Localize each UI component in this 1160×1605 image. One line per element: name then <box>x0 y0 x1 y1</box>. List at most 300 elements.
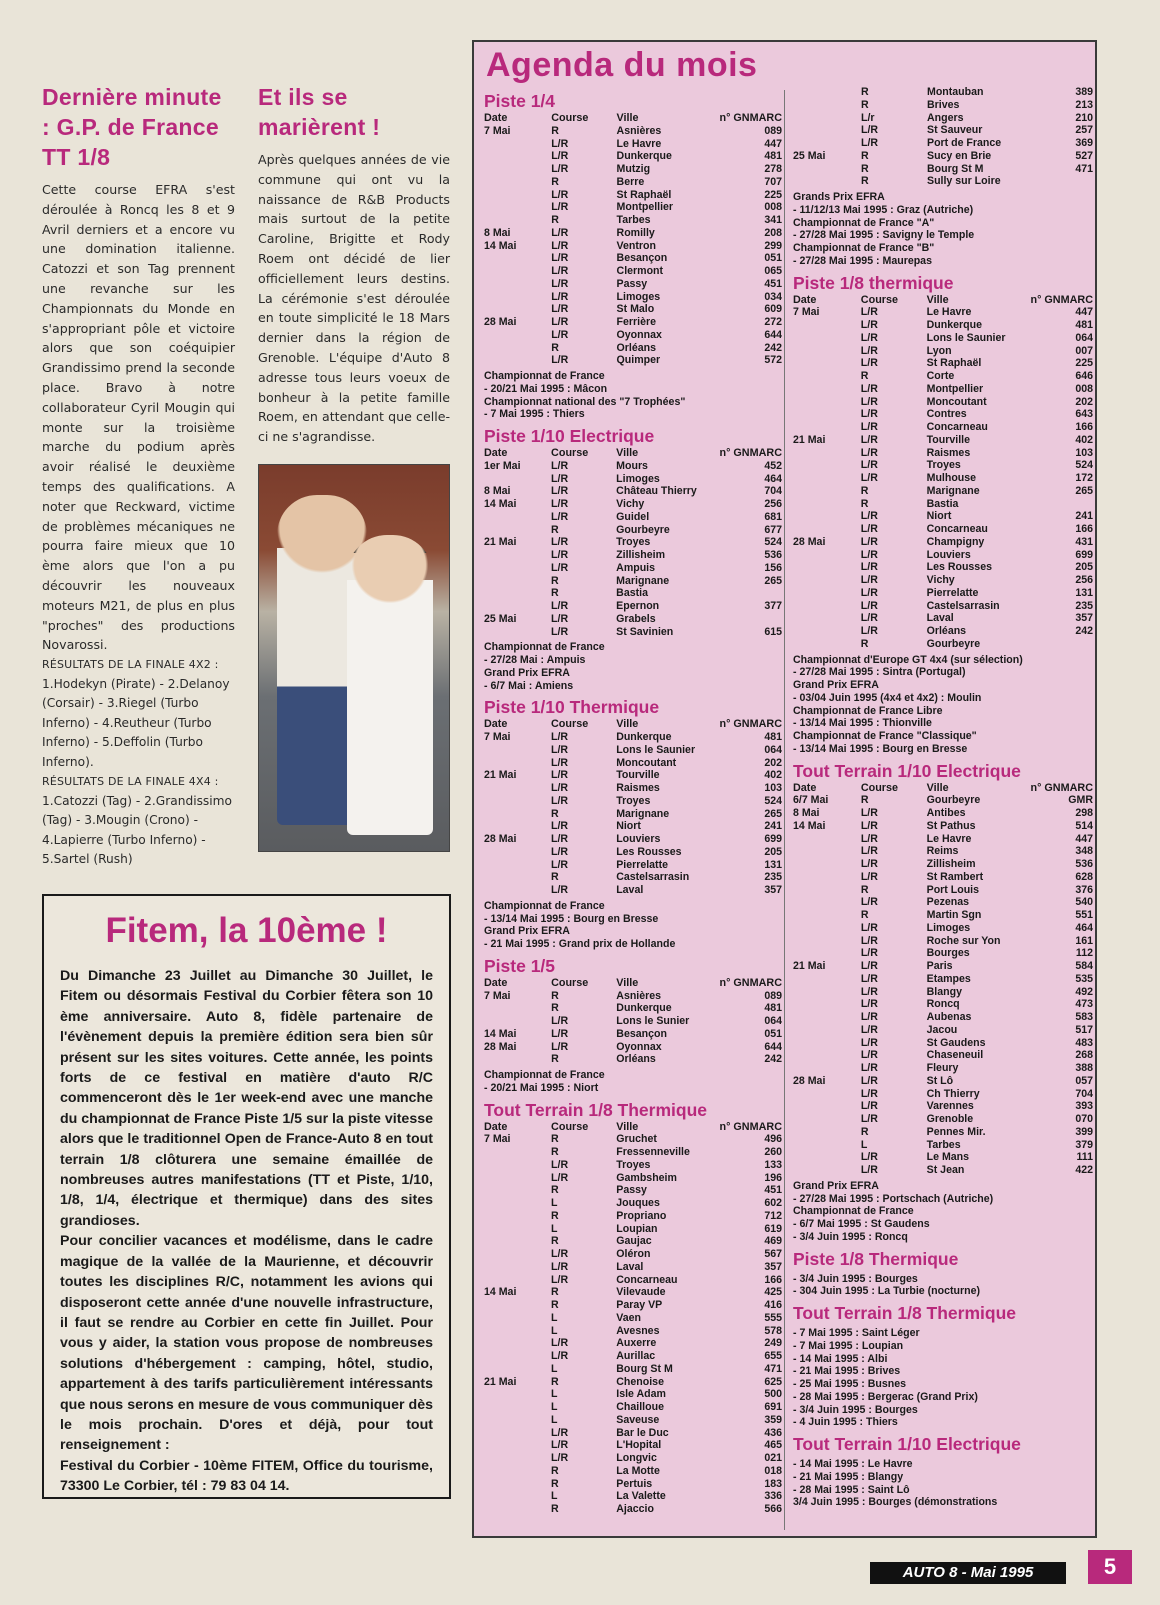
date-cell <box>793 485 861 498</box>
date-cell <box>484 201 551 214</box>
table-row <box>484 1028 782 1041</box>
note-line: Championnat de France <box>484 641 605 654</box>
course-cell: L/R <box>860 510 878 523</box>
table-row <box>793 459 1093 472</box>
gnmarc-cell: 064 <box>1075 331 1093 344</box>
agenda-header-cell: Course <box>551 718 589 731</box>
agenda-header-cell: n° GNMARC <box>719 976 782 989</box>
table-row <box>793 973 1093 986</box>
gnmarc-cell: 451 <box>764 277 782 290</box>
ville-cell: Concarneau <box>926 421 988 433</box>
gnmarc-cell: 065 <box>764 265 782 277</box>
agenda-section <box>793 272 1093 756</box>
agenda-section-title: Piste 1/10 Thermique <box>484 697 660 718</box>
table-row <box>793 1037 1093 1050</box>
ville-cell: Pennes Mir. <box>926 1125 986 1138</box>
note-line: - 28 Mai 1995 : Saint Lô <box>793 1483 910 1496</box>
gnmarc-cell: 268 <box>1075 1049 1093 1062</box>
table-row <box>793 625 1093 638</box>
page-number: 5 <box>1088 1550 1132 1584</box>
course-cell: R <box>551 214 559 226</box>
agenda-table-header <box>484 112 782 125</box>
table-row <box>484 1465 782 1478</box>
gnmarc-cell: 341 <box>764 214 782 226</box>
table-row <box>484 795 782 808</box>
course-cell: L/R <box>551 137 569 150</box>
ville-cell: Laval <box>616 884 644 896</box>
date-cell <box>484 303 551 316</box>
date-cell <box>484 782 551 795</box>
table-row <box>484 150 782 163</box>
gnmarc-cell: 646 <box>1075 370 1093 382</box>
table-row <box>793 1088 1093 1101</box>
gnmarc-cell: 602 <box>764 1197 782 1209</box>
note-line: 3/4 Juin 1995 : Bourges (démonstrations <box>793 1496 998 1509</box>
gnmarc-cell <box>720 587 783 600</box>
course-cell: L/R <box>551 1350 569 1362</box>
agenda-table <box>484 112 782 367</box>
gnmarc-cell: 699 <box>1075 548 1093 561</box>
table-row <box>484 990 782 1003</box>
gnmarc-cell: 210 <box>1075 111 1093 124</box>
table-row <box>793 137 1093 150</box>
gnmarc-cell: 464 <box>1075 921 1093 934</box>
gnmarc-cell: 416 <box>764 1299 782 1311</box>
table-row <box>484 1376 782 1389</box>
course-cell: L/R <box>860 625 878 637</box>
ville-cell: Bourg St M <box>616 1362 673 1375</box>
table-row <box>484 189 782 202</box>
date-cell <box>793 896 861 909</box>
table-row <box>484 1490 782 1503</box>
agenda-header-cell: n° GNMARC <box>1030 781 1093 794</box>
note-line: - 27/28 Mai 1995 : Savigny le Temple <box>793 229 975 242</box>
ville-cell: Bastia <box>926 497 959 510</box>
gnmarc-cell: 481 <box>764 731 782 743</box>
date-cell: 7 Mai <box>484 989 511 1002</box>
course-cell: L/R <box>551 1158 569 1171</box>
ville-cell: St Gaudens <box>926 1036 986 1049</box>
note-line: - 3/4 Juin 1995 : Roncq <box>793 1230 908 1243</box>
ville-cell: St Savinien <box>616 625 674 638</box>
gnmarc-cell: 265 <box>764 574 782 587</box>
date-cell: 1er Mai <box>484 459 521 472</box>
course-cell: L/R <box>551 884 569 896</box>
note-line: - 6/7 Mai : Amiens <box>484 679 574 692</box>
agenda-table <box>484 718 782 897</box>
date-cell <box>484 291 551 304</box>
gnmarc-cell: 615 <box>764 625 782 638</box>
course-cell: L/R <box>860 1049 878 1062</box>
course-cell: R <box>861 98 869 111</box>
ville-cell: Louviers <box>926 548 971 561</box>
agenda-table-header <box>484 447 782 460</box>
date-cell: 25 Mai <box>793 149 826 162</box>
course-cell: L <box>551 1490 558 1503</box>
table-row <box>484 587 782 600</box>
ville-cell: St Sauveur <box>927 124 983 137</box>
ville-cell: Moncoutant <box>926 395 987 408</box>
gnmarc-cell: 156 <box>764 561 782 574</box>
agenda-right-column <box>793 86 1093 1509</box>
course-cell: L/R <box>551 536 569 549</box>
table-row <box>793 935 1093 948</box>
date-cell <box>793 498 861 511</box>
table-row <box>484 1184 782 1197</box>
course-cell: L/R <box>860 972 878 985</box>
note-line: Championnat de France "Classique" <box>793 730 977 742</box>
date-cell <box>793 1139 861 1152</box>
table-row <box>484 808 782 821</box>
course-cell: L/R <box>860 306 878 319</box>
note-line: Grands Prix EFRA <box>793 191 885 203</box>
course-cell: R <box>551 1235 559 1248</box>
gnmarc-cell: 609 <box>764 303 782 316</box>
date-cell <box>793 986 861 999</box>
ville-cell: Le Mans <box>926 1151 970 1164</box>
course-cell: L/R <box>860 1151 878 1164</box>
agenda-section-title: Tout Terrain 1/8 Thermique <box>484 1099 707 1120</box>
course-cell: R <box>860 370 869 382</box>
gnmarc-cell: 256 <box>764 498 782 510</box>
gnmarc-cell: 619 <box>764 1222 782 1235</box>
table-row <box>484 1223 782 1236</box>
gnmarc-cell: 481 <box>764 1002 782 1015</box>
gnmarc-cell: 628 <box>1075 870 1093 883</box>
agenda-left-column <box>484 86 782 1516</box>
ville-cell: Laval <box>926 612 954 625</box>
course-cell: L/R <box>551 188 569 201</box>
fitem-box <box>42 894 451 1499</box>
course-cell: L/R <box>860 896 878 909</box>
date-cell <box>793 1164 861 1177</box>
date-cell <box>484 1146 551 1159</box>
note-line: - 4 Juin 1995 : Thiers <box>793 1416 898 1429</box>
table-row <box>793 1113 1093 1126</box>
agenda-notes <box>793 191 1093 268</box>
date-cell <box>793 1049 861 1062</box>
course-cell: R <box>551 1053 559 1066</box>
course-cell: L/R <box>860 433 878 446</box>
agenda-section <box>484 425 782 692</box>
course-cell: L/R <box>551 1337 569 1350</box>
gnmarc-cell: 241 <box>764 820 782 833</box>
course-cell: L <box>551 1222 558 1235</box>
gnmarc-cell: 524 <box>764 536 782 549</box>
ville-cell: Gourbeyre <box>926 794 981 807</box>
table-row <box>793 332 1093 345</box>
gnmarc-cell: 677 <box>764 523 782 536</box>
date-cell <box>793 1037 861 1050</box>
note-line: Grand Prix EFRA <box>484 925 570 938</box>
table-row <box>484 782 782 795</box>
gnmarc-cell: 377 <box>764 600 782 612</box>
date-cell: 21 Mai <box>484 536 517 549</box>
note-line: - 7 Mai 1995 : Thiers <box>484 408 585 421</box>
date-cell <box>793 370 861 383</box>
gnmarc-cell: 524 <box>1075 459 1093 472</box>
gnmarc-cell: 205 <box>764 845 782 858</box>
date-cell <box>484 473 551 486</box>
note-line: - 20/21 Mai 1995 : Niort <box>484 1081 599 1094</box>
ville-cell: Tarbes <box>616 214 651 226</box>
date-cell: 7 Mai <box>484 1133 511 1146</box>
course-cell: L/R <box>551 485 569 498</box>
gnmarc-cell: 492 <box>1075 985 1093 998</box>
gnmarc-cell: 265 <box>764 807 782 820</box>
date-cell: 7 Mai <box>793 306 820 319</box>
note-line: - 3/4 Juin 1995 : Bourges <box>793 1403 918 1416</box>
course-cell: L/R <box>860 985 878 998</box>
course-cell: R <box>860 909 869 921</box>
agenda-header-cell: Date <box>484 1120 508 1133</box>
note-line: Championnat de France <box>484 1069 605 1081</box>
date-cell <box>484 1210 551 1223</box>
table-row <box>793 408 1093 421</box>
gnmarc-cell: 500 <box>764 1388 782 1401</box>
table-row <box>793 638 1093 651</box>
table-row <box>484 1235 782 1248</box>
course-cell: L/R <box>860 998 878 1011</box>
ville-cell: Ch Thierry <box>926 1087 980 1100</box>
ville-cell: Martin Sgn <box>926 909 982 921</box>
date-cell <box>484 1452 551 1465</box>
date-cell <box>793 1151 861 1164</box>
date-cell <box>484 1414 551 1427</box>
note-line: - 03/04 Juin 1995 (4x4 et 4x2) : Moulin <box>793 691 982 704</box>
date-cell <box>484 1363 551 1376</box>
ville-cell: Ferrière <box>616 316 657 328</box>
ville-cell: Troyes <box>616 794 651 807</box>
table-row <box>484 1503 782 1516</box>
table-row <box>484 1286 782 1299</box>
ville-cell: Dunkerque <box>616 1002 672 1015</box>
date-cell <box>484 871 551 884</box>
gnmarc-cell: 712 <box>764 1209 782 1222</box>
gnmarc-cell: 583 <box>1075 1011 1093 1023</box>
course-cell: R <box>551 175 559 188</box>
note-line: Championnat de France "B" <box>793 242 935 254</box>
gnmarc-cell: 064 <box>764 1015 782 1027</box>
ville-cell: Oyonnax <box>616 328 662 341</box>
date-cell <box>793 1100 861 1113</box>
gnmarc-cell: 008 <box>1075 382 1093 395</box>
ville-cell: Corte <box>926 370 955 382</box>
gnmarc-cell: 166 <box>1075 421 1093 433</box>
agenda-section <box>484 955 782 1095</box>
date-cell: 8 Mai <box>484 226 511 239</box>
date-cell <box>793 124 861 137</box>
ville-cell: Ventron <box>616 239 656 252</box>
gnmarc-cell: 464 <box>764 472 782 485</box>
gnmarc-cell: 572 <box>764 354 782 367</box>
table-row <box>793 1049 1093 1062</box>
gnmarc-cell: 298 <box>1075 807 1093 819</box>
ville-cell: Aurillac <box>616 1350 656 1362</box>
table-row <box>793 549 1093 562</box>
table-row <box>793 383 1093 396</box>
course-cell: L <box>551 1388 558 1401</box>
course-cell: L/R <box>551 820 569 833</box>
magazine-footer: AUTO 8 - Mai 1995 <box>870 1562 1066 1584</box>
gnmarc-cell: 536 <box>764 549 782 561</box>
gnmarc-cell: 357 <box>764 884 782 896</box>
date-cell: 8 Mai <box>484 485 511 498</box>
gnmarc-cell: 166 <box>764 1273 782 1286</box>
gnmarc-cell: 196 <box>764 1171 782 1184</box>
table-row <box>484 1312 782 1325</box>
date-cell: 25 Mai <box>484 612 517 625</box>
course-cell: R <box>551 341 559 354</box>
agenda-header-cell: n° GNMARC <box>719 112 782 124</box>
note-line: - 3/4 Juin 1995 : Bourges <box>793 1272 918 1285</box>
ville-cell: Tarbes <box>926 1138 961 1151</box>
date-cell <box>793 383 861 396</box>
date-cell: 28 Mai <box>484 833 517 845</box>
table-row <box>793 947 1093 960</box>
note-line: Championnat de France <box>484 899 605 912</box>
ville-cell: Grenoble <box>926 1113 974 1125</box>
table-row <box>793 99 1093 112</box>
gnmarc-cell: 007 <box>1075 344 1093 357</box>
gnmarc-cell: 481 <box>1075 319 1093 331</box>
ville-cell: Orléans <box>616 1053 656 1066</box>
gnmarc-cell <box>1031 498 1094 511</box>
gnmarc-cell: 235 <box>1075 599 1093 612</box>
ville-cell: Pezenas <box>926 896 970 909</box>
gnmarc-cell: 256 <box>1075 574 1093 586</box>
course-cell: R <box>860 1125 869 1138</box>
ville-cell: Pierrelatte <box>926 586 979 599</box>
date-cell <box>484 1439 551 1452</box>
table-row <box>484 1478 782 1491</box>
course-cell: L/R <box>860 921 878 934</box>
gnmarc-cell: 535 <box>1075 972 1093 985</box>
gnmarc-cell: 161 <box>1075 934 1093 947</box>
fitem-paragraph-1: Du Dimanche 23 Juillet au Dimanche 30 Juillet, le Fitem ou désormais Festival du Corbier fêtera son 10 ème anniversaire. Auto 8, fidèle partenaire de l'évènement depuis la première édition sera bien sûr présent sur les sites voitures. Cette année, les points forts de ce festival en matière d'auto R/C commenceront dès le 1er week-end avec une manche du championnat de France Piste 1/5 sur la piste vitesse alors que le traditionnel Open de France-Auto 8 en tout terrain 1/8 clôturera une semaine émaillée de nombreuses autres manifestations (TT et Piste, 1/10, 1/8, 1/4, électrique et thermique) dans des sites grandioses. <box>60 968 433 1229</box>
table-row <box>793 1151 1093 1164</box>
ville-cell: Les Rousses <box>616 845 682 858</box>
ville-cell: Raismes <box>926 446 971 459</box>
table-row <box>484 1414 782 1427</box>
note-line: - 11/12/13 Mai 1995 : Graz (Autriche) <box>793 203 974 216</box>
ville-cell: Zillisheim <box>616 549 666 561</box>
ville-cell: Limoges <box>616 472 660 485</box>
table-row <box>484 1261 782 1274</box>
agenda-section-title: Tout Terrain 1/10 Electrique <box>793 1434 1021 1454</box>
ville-cell: Longvic <box>616 1452 657 1464</box>
course-cell: R <box>861 149 869 162</box>
date-cell <box>793 510 861 523</box>
ville-cell: Avesnes <box>616 1324 660 1337</box>
gnmarc-cell: 021 <box>764 1452 782 1464</box>
table-row <box>484 1439 782 1452</box>
date-cell <box>484 1465 551 1478</box>
table-row <box>484 176 782 189</box>
course-cell: L/R <box>861 124 879 137</box>
table-row <box>484 201 782 214</box>
course-cell: L/R <box>860 934 878 947</box>
agenda-section-title: Piste 1/4 <box>484 91 556 111</box>
course-cell: L/R <box>551 316 569 328</box>
gnmarc-cell: 242 <box>764 341 782 354</box>
note-line: - 21 Mai 1995 : Grand prix de Hollande <box>484 938 676 950</box>
course-cell: L/R <box>551 782 569 794</box>
table-row <box>484 820 782 833</box>
table-row <box>484 1427 782 1440</box>
ville-cell: Antibes <box>926 807 966 819</box>
note-line: Championnat de France <box>484 370 605 382</box>
course-cell: L/R <box>551 1171 569 1184</box>
course-cell: L/R <box>860 357 878 370</box>
table-row <box>484 485 782 498</box>
table-row <box>484 562 782 575</box>
course-cell: L/R <box>551 459 569 472</box>
ville-cell: Bar le Duc <box>616 1426 669 1439</box>
course-cell: L/R <box>860 472 878 484</box>
ville-cell: Vilevaude <box>616 1286 666 1299</box>
table-row <box>793 345 1093 358</box>
agenda-header-cell: Ville <box>616 447 639 459</box>
gnmarc-cell: 089 <box>764 124 782 137</box>
date-cell <box>484 1053 551 1066</box>
date-cell: 6/7 Mai <box>793 794 829 807</box>
note-line: - 13/14 Mai 1995 : Thionville <box>793 717 932 730</box>
ville-cell: Niort <box>616 820 641 833</box>
course-cell: R <box>551 1477 559 1490</box>
agenda-table-header <box>484 977 782 990</box>
date-cell <box>793 408 861 421</box>
table-row <box>793 485 1093 498</box>
gnmarc-cell: 425 <box>764 1286 782 1299</box>
date-cell <box>793 345 861 358</box>
table-row <box>484 138 782 151</box>
course-cell: L/R <box>860 947 878 960</box>
date-cell <box>484 562 551 575</box>
agenda-notes <box>793 1327 1093 1429</box>
table-row <box>484 1015 782 1028</box>
ville-cell: St Raphaël <box>616 188 672 201</box>
note-line: Championnat national des "7 Trophées" <box>484 395 686 408</box>
table-row <box>484 125 782 138</box>
note-line: - 304 Juin 1995 : La Turbie (nocturne) <box>793 1285 980 1298</box>
date-cell <box>484 1388 551 1401</box>
agenda-header-cell: Course <box>551 976 589 989</box>
course-cell: R <box>551 807 559 820</box>
date-cell <box>793 1024 861 1037</box>
ville-cell: Raismes <box>616 782 660 794</box>
gnmarc-cell: 202 <box>1075 395 1093 408</box>
date-cell <box>484 252 551 265</box>
course-cell: L/R <box>860 574 878 586</box>
table-row <box>484 1133 782 1146</box>
ville-cell: Port Louis <box>926 883 980 896</box>
date-cell <box>793 947 861 960</box>
date-cell <box>793 1062 861 1075</box>
course-cell: L/R <box>860 1074 878 1087</box>
course-cell: R <box>860 883 869 896</box>
table-row <box>484 1363 782 1376</box>
course-cell: L/R <box>551 743 569 756</box>
course-cell: L/R <box>551 549 569 561</box>
ville-cell: La Valette <box>616 1490 666 1503</box>
note-line: - 25 Mai 1995 : Busnes <box>793 1378 907 1390</box>
date-cell <box>793 561 861 574</box>
gnmarc-cell: 578 <box>764 1324 782 1337</box>
ville-cell: Asnières <box>616 124 662 137</box>
date-cell <box>484 1223 551 1236</box>
ville-cell: Ajaccio <box>616 1503 654 1515</box>
